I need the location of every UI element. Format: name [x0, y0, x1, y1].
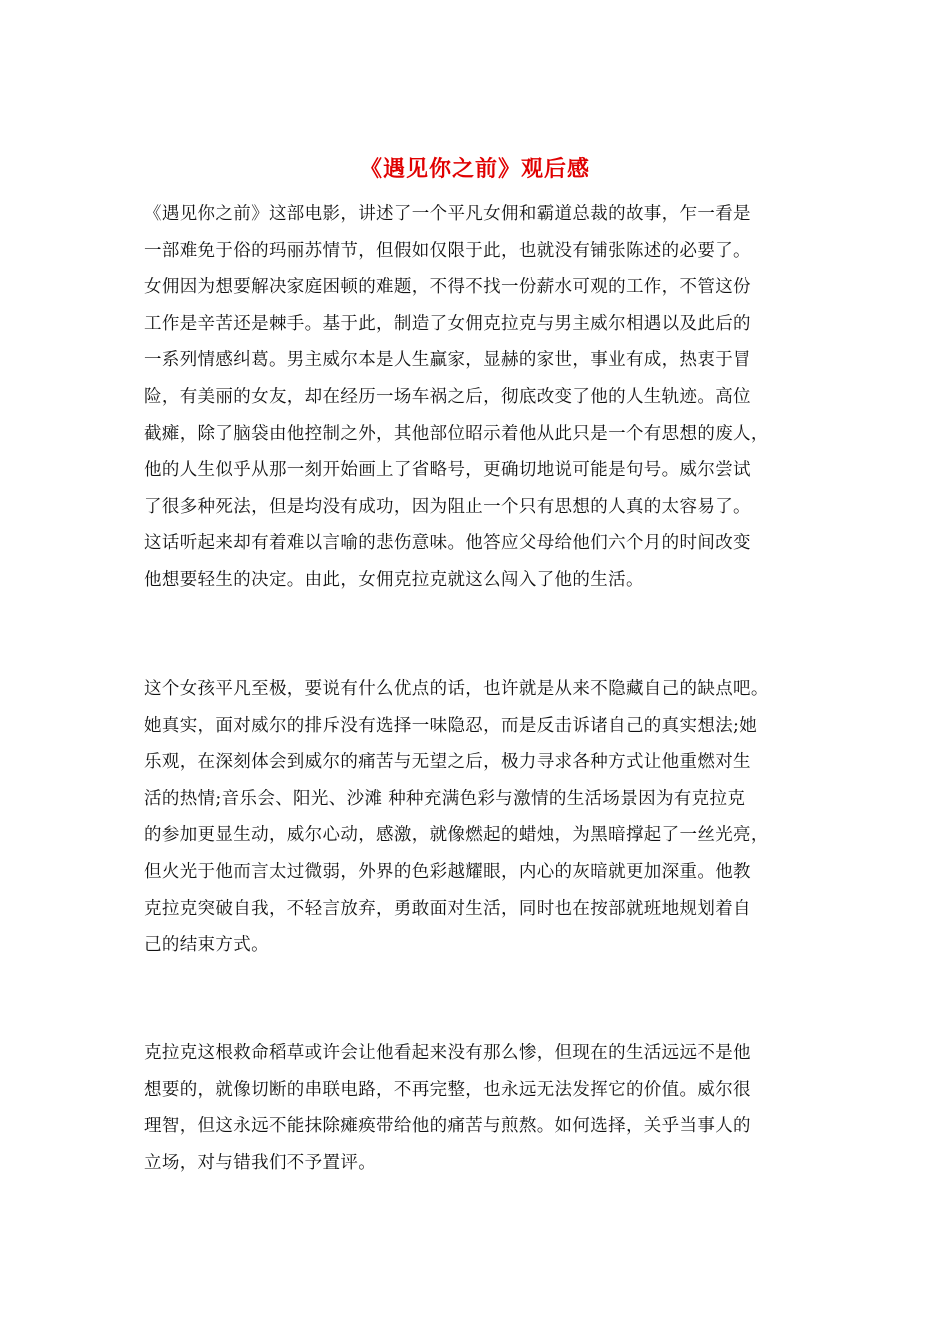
text-line: 他想要轻生的决定。由此，女佣克拉克就这么闯入了他的生活。 — [144, 569, 644, 590]
text-line: 这个女孩平凡至极，要说有什么优点的话，也许就是从来不隐藏自己的缺点吧。 — [144, 679, 769, 699]
text-line: 她真实，面对威尔的排斥没有选择一味隐忍，而是反击诉诸自己的真实想法;她 — [144, 715, 758, 736]
text-line: 立场，对与错我们不予置评。 — [144, 1152, 377, 1173]
text-line: 己的结束方式。 — [144, 935, 269, 956]
text-line: 他的人生似乎从那一刻开始画上了省略号，更确切地说可能是句号。威尔尝试 — [144, 460, 751, 481]
text-line: 这话听起来却有着难以言喻的悲伤意味。他答应父母给他们六个月的时间改变 — [144, 533, 751, 554]
paragraph-1 — [144, 196, 824, 599]
paragraph-2 — [144, 671, 824, 964]
text-line: 想要的，就像切断的串联电路，不再完整，也永远无法发挥它的价值。威尔很 — [144, 1079, 751, 1100]
text-line: 了很多种死法，但是均没有成功，因为阻止一个只有思想的人真的太容易了。 — [144, 496, 751, 517]
text-line: 理智，但这永远不能抹除瘫痪带给他的痛苦与煎熬。如何选择，关乎当事人的 — [144, 1116, 751, 1137]
text-line: 乐观，在深刻体会到威尔的痛苦与无望之后，极力寻求各种方式让他重燃对生 — [144, 752, 751, 773]
text-line: 截瘫，除了脑袋由他控制之外，其他部位昭示着他从此只是一个有思想的废人， — [144, 423, 769, 444]
document-title: 《遇见你之前》观后感 — [359, 156, 590, 182]
text-line: 《遇见你之前》这部电影，讲述了一个平凡女佣和霸道总裁的故事，乍一看是 — [144, 204, 751, 224]
text-line: 克拉克突破自我，不轻言放弃，勇敢面对生活，同时也在按部就班地规划着自 — [144, 898, 751, 919]
text-line: 活的热情;音乐会、阳光、沙滩 种种充满色彩与激情的生活场景因为有克拉克 — [144, 788, 746, 809]
text-line: 女佣因为想要解决家庭困顿的难题，不得不找一份薪水可观的工作，不管这份 — [144, 277, 751, 298]
text-line: 一系列情感纠葛。男主威尔本是人生赢家，显赫的家世，事业有成，热衷于冒 — [144, 350, 751, 371]
text-line: 一部难免于俗的玛丽苏情节，但假如仅限于此，也就没有铺张陈述的必要了。 — [144, 240, 751, 261]
text-line: 险，有美丽的女友，却在经历一场车祸之后，彻底改变了他的人生轨迹。高位 — [144, 386, 751, 407]
text-line: 工作是辛苦还是棘手。基于此，制造了女佣克拉克与男主威尔相遇以及此后的 — [144, 313, 751, 334]
text-line: 的参加更显生动，威尔心动，感激，就像燃起的蜡烛，为黑暗撑起了一丝光亮， — [144, 825, 769, 846]
text-line: 但火光于他而言太过微弱，外界的色彩越耀眼，内心的灰暗就更加深重。他教 — [144, 861, 751, 882]
paragraph-3 — [144, 1035, 824, 1181]
text-line: 克拉克这根救命稻草或许会让他看起来没有那么惨，但现在的生活远远不是他 — [144, 1043, 751, 1063]
